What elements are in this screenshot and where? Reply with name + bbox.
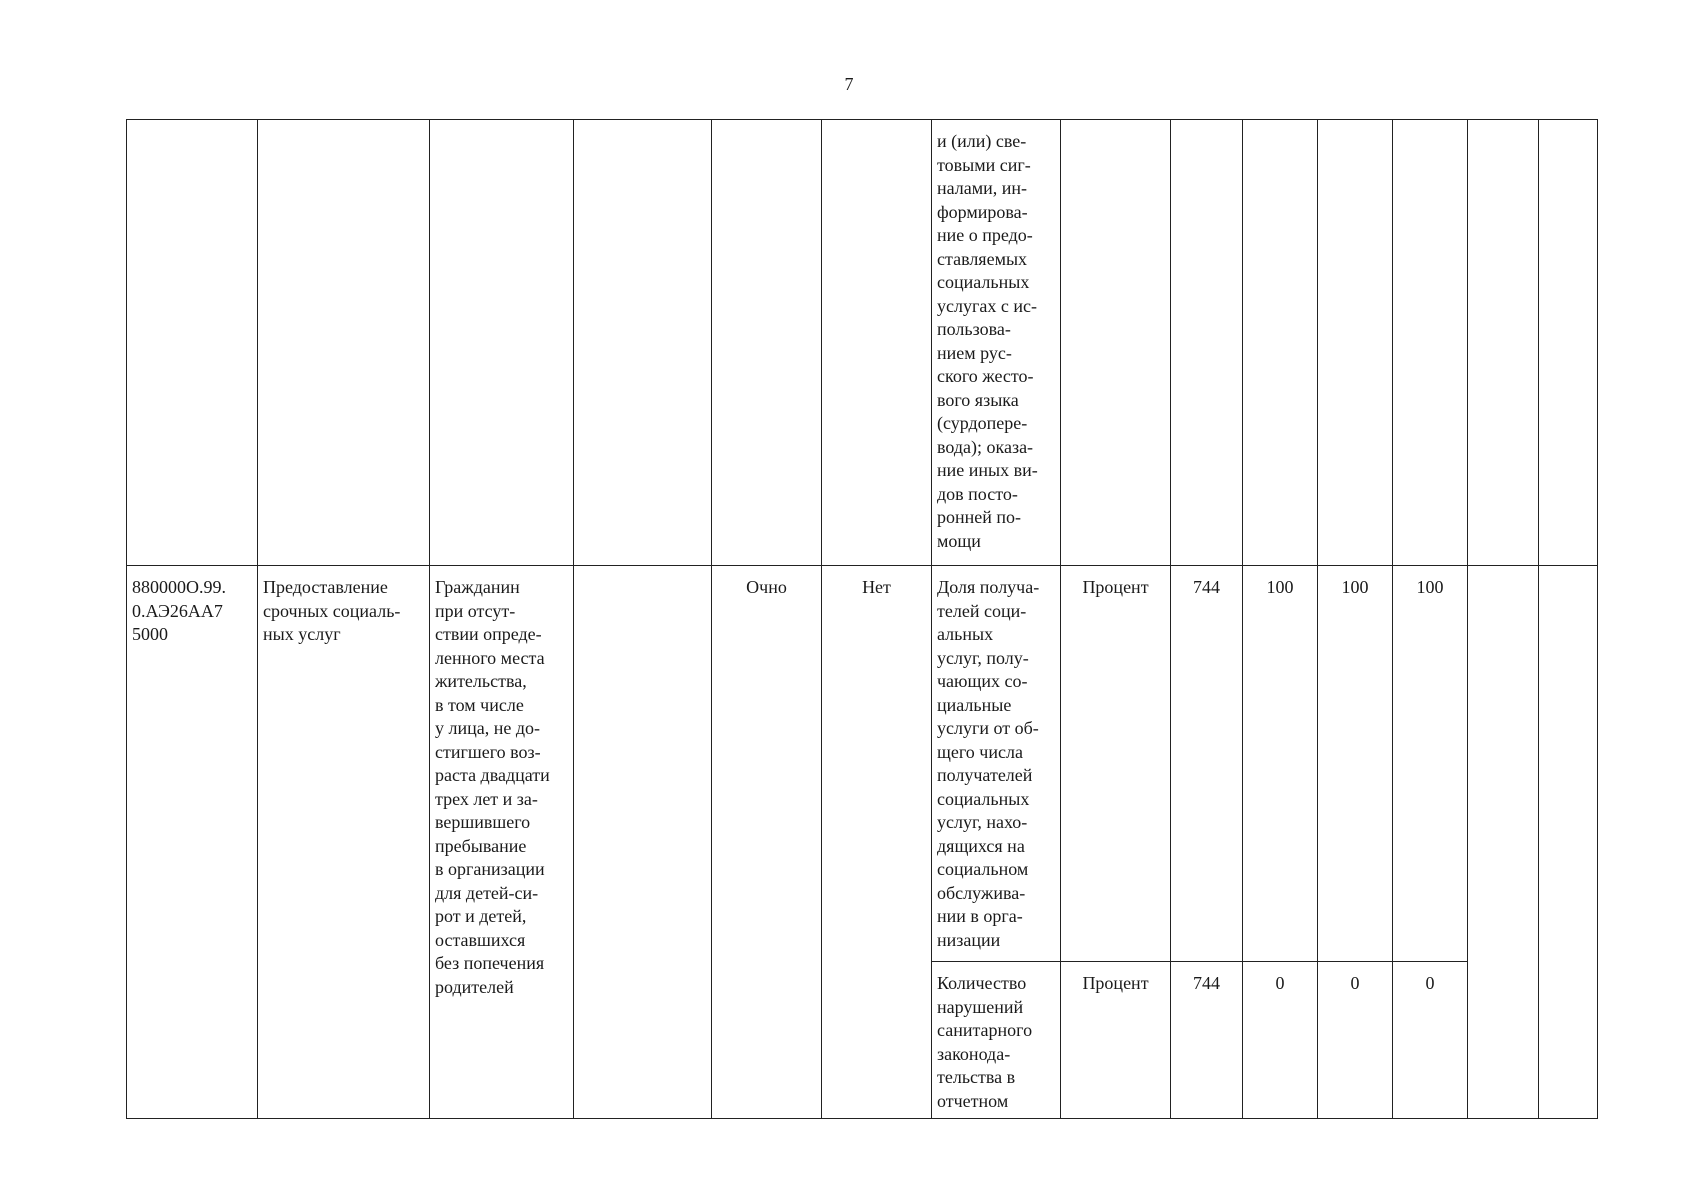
cell-v2-empty	[1318, 120, 1393, 566]
service-table	[126, 119, 1598, 1119]
cell-extra2-empty	[1539, 120, 1598, 566]
service-code: 880000О.99. 0.АЭ26АА7 5000	[127, 566, 258, 1119]
cell-code-empty	[127, 120, 258, 566]
indicator-name: Количество нарушений санитарного законода- тельства в отчетном	[932, 962, 1061, 1119]
indicator-value-3: 100	[1393, 566, 1468, 962]
indicator-value-2: 0	[1318, 962, 1393, 1119]
page-number: 7	[844, 74, 854, 94]
cell-service-empty	[258, 120, 430, 566]
table-row-continued	[127, 120, 1598, 566]
cell-condition-empty	[822, 120, 932, 566]
cell-extra1-empty	[1468, 120, 1539, 566]
indicator-okei: 744	[1171, 566, 1243, 962]
indicator-value-2: 100	[1318, 566, 1393, 962]
cell-unit-empty	[1061, 120, 1171, 566]
indicator-unit: Процент	[1061, 566, 1171, 962]
indicator-value-3: 0	[1393, 962, 1468, 1119]
cell-extra-2	[1539, 566, 1598, 1119]
cell-extra-1	[1468, 566, 1539, 1119]
service-name: Предоставление срочных социаль- ных услуг	[258, 566, 430, 1119]
cell-blank-empty	[574, 120, 712, 566]
cell-form-empty	[712, 120, 822, 566]
service-extra-condition: Нет	[822, 566, 932, 1119]
cell-category-empty	[430, 120, 574, 566]
indicator-unit: Процент	[1061, 962, 1171, 1119]
cell-v1-empty	[1243, 120, 1318, 566]
indicator-okei: 744	[1171, 962, 1243, 1119]
indicator-value-1: 0	[1243, 962, 1318, 1119]
indicator-value-1: 100	[1243, 566, 1318, 962]
cell-v3-empty	[1393, 120, 1468, 566]
cell-blank	[574, 566, 712, 1119]
table-row-service	[127, 566, 1598, 962]
service-category: Гражданин при отсут- ствии опреде- ленного места жительства, в том числе у лица, не до- стигшего воз- раста двадцати трех лет и за- вершившего пребывание в организации для детей-си- рот и детей, оставшихся без попечения родителей	[430, 566, 574, 1119]
service-form: Очно	[712, 566, 822, 1119]
indicator-continued-text: и (или) све- товыми сиг- налами, ин- формирова- ние о предо- ставляемых социальных услугах с ис- пользова- нием рус- ского жесто- вого языка (сурдопере- вода); оказа- ние иных ви- дов посто- ронней по- мощи	[932, 120, 1061, 566]
indicator-name: Доля получа- телей соци- альных услуг, полу- чающих со- циальные услуги от об- щего числа получателей социальных услуг, нахо- дящихся на социальном обслужива- нии в орга- низации	[932, 566, 1061, 962]
cell-okei-empty	[1171, 120, 1243, 566]
